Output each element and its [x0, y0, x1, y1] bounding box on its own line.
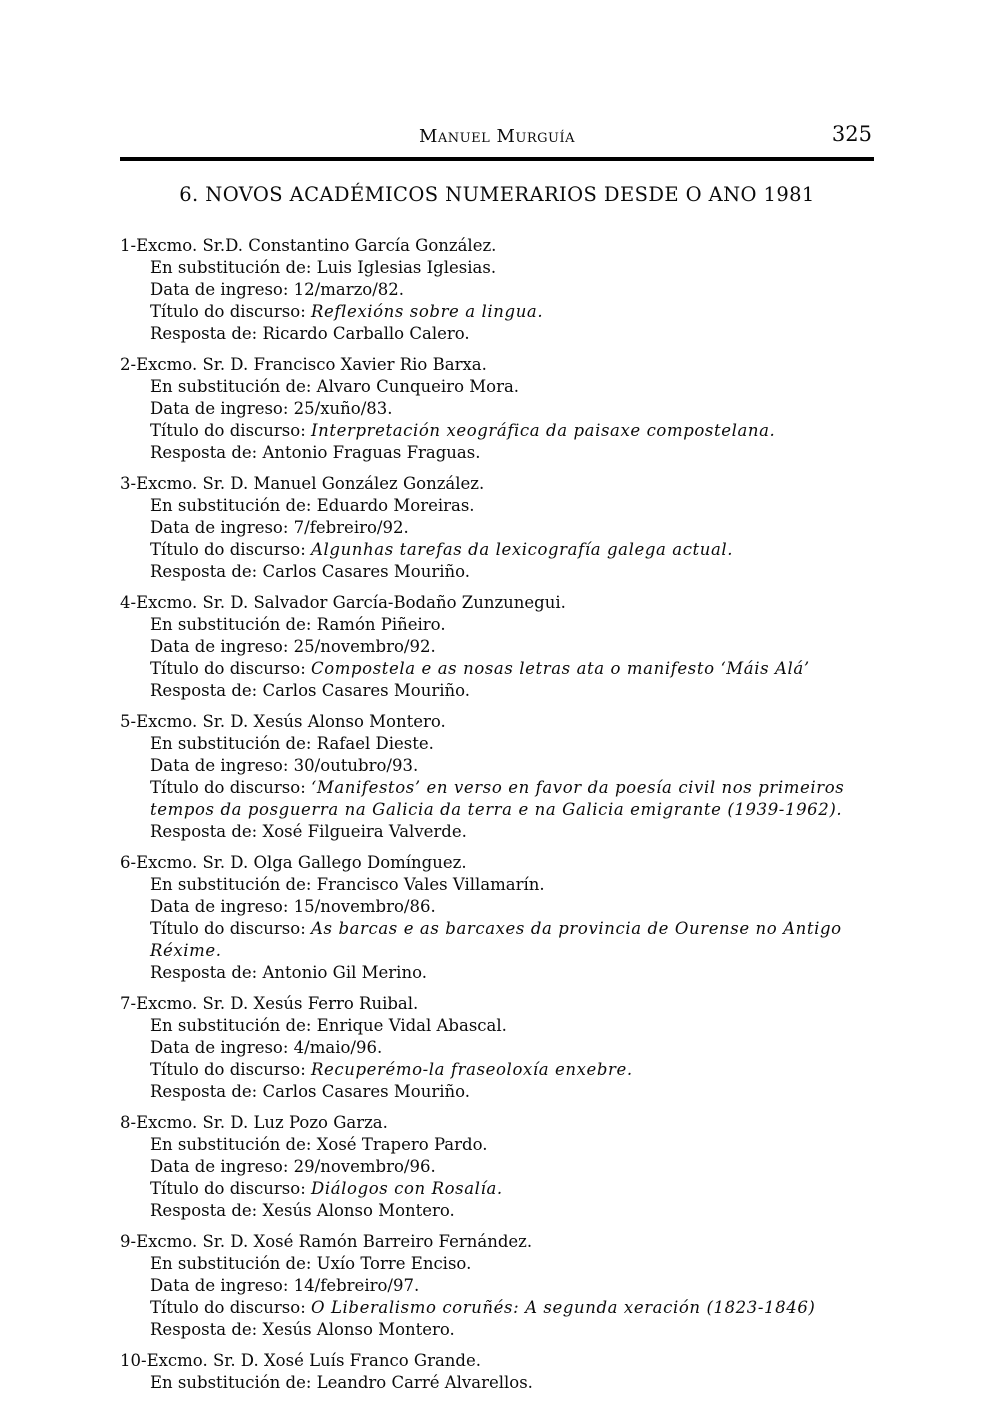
- discourse-label: Título do discurso:: [150, 778, 312, 797]
- entry-discourse-line: [120, 539, 874, 561]
- academic-entry: [120, 235, 874, 345]
- entry-substitution-line: En substitución de: Luis Iglesias Iglesias.: [150, 258, 497, 277]
- academic-entry: [120, 592, 874, 702]
- section-title: 6. NOVOS ACADÉMICOS NUMERARIOS DESDE O ANO 1981: [179, 183, 815, 206]
- entry-ingress-date-line: Data de ingreso: 7/febreiro/92.: [150, 518, 409, 537]
- discourse-title: Recuperémo-la fraseoloxía enxebre.: [311, 1060, 633, 1079]
- page-number: 325: [831, 122, 872, 146]
- discourse-label: Título do discurso:: [150, 1298, 312, 1317]
- discourse-title: ‘Manifestos’ en verso en favor da poesía civil nos primeiros tempos da posguerra na Galicia da terra e na Galicia emigrante (1939-1962).: [150, 778, 845, 819]
- academic-entry: [120, 473, 874, 583]
- entry-discourse-line: [120, 420, 874, 442]
- academic-entry: [120, 993, 874, 1103]
- discourse-label: Título do discurso:: [150, 659, 312, 678]
- discourse-label: Título do discurso:: [150, 302, 312, 321]
- entry-discourse-line: [120, 1059, 874, 1081]
- entry-name-line: 2-Excmo. Sr. D. Francisco Xavier Rio Barxa.: [120, 355, 487, 374]
- entry-ingress-date-line: Data de ingreso: 25/novembro/92.: [150, 637, 436, 656]
- entry-response-line: Resposta de: Ricardo Carballo Calero.: [150, 324, 470, 343]
- entry-response-line: Resposta de: Carlos Casares Mouriño.: [150, 1082, 471, 1101]
- entry-ingress-date-line: Data de ingreso: 25/xuño/83.: [150, 399, 393, 418]
- discourse-label: Título do discurso:: [150, 1179, 312, 1198]
- discourse-title: Reflexións sobre a lingua.: [311, 302, 544, 321]
- entry-substitution-line: En substitución de: Enrique Vidal Abascal.: [150, 1016, 507, 1035]
- entry-discourse-line: [120, 1297, 874, 1319]
- entry-substitution-line: En substitución de: Leandro Carré Alvarellos.: [150, 1373, 533, 1392]
- discourse-title: Compostela e as nosas letras ata o manifesto ‘Máis Alá’: [311, 659, 810, 678]
- entry-response-line: Resposta de: Xesús Alonso Montero.: [150, 1320, 455, 1339]
- academic-entry: [120, 1112, 874, 1222]
- entry-response-line: Resposta de: Xesús Alonso Montero.: [150, 1201, 455, 1220]
- discourse-label: Título do discurso:: [150, 421, 312, 440]
- entry-substitution-line: En substitución de: Alvaro Cunqueiro Mora.: [150, 377, 520, 396]
- entry-substitution-line: En substitución de: Xosé Trapero Pardo.: [150, 1135, 488, 1154]
- header-rule: [120, 157, 874, 161]
- entry-ingress-date-line: Data de ingreso: 14/febreiro/97.: [150, 1276, 420, 1295]
- entry-name-line: 8-Excmo. Sr. D. Luz Pozo Garza.: [120, 1113, 388, 1132]
- academic-entry: [120, 1350, 874, 1394]
- academic-entry: [120, 852, 874, 984]
- academic-entry: [120, 711, 874, 843]
- document-page: [120, 122, 874, 1403]
- entry-name-line: 9-Excmo. Sr. D. Xosé Ramón Barreiro Fernández.: [120, 1232, 533, 1251]
- discourse-title: Algunhas tarefas da lexicografía galega actual.: [311, 540, 734, 559]
- entry-ingress-date-line: Data de ingreso: 15/novembro/86.: [150, 897, 436, 916]
- entry-response-line: Resposta de: Carlos Casares Mouriño.: [150, 562, 471, 581]
- entry-ingress-date-line: Data de ingreso: 12/marzo/82.: [150, 280, 405, 299]
- entry-name-line: 1-Excmo. Sr.D. Constantino García González.: [120, 236, 497, 255]
- entry-substitution-line: En substitución de: Uxío Torre Enciso.: [150, 1254, 472, 1273]
- entry-name-line: 3-Excmo. Sr. D. Manuel González González.: [120, 474, 485, 493]
- entry-name-line: 6-Excmo. Sr. D. Olga Gallego Domínguez.: [120, 853, 467, 872]
- entry-substitution-line: En substitución de: Rafael Dieste.: [150, 734, 434, 753]
- discourse-label: Título do discurso:: [150, 919, 312, 938]
- entries-list: [120, 235, 874, 1394]
- discourse-title: As barcas e as barcaxes da provincia de Ourense no Antigo Réxime.: [150, 919, 842, 960]
- entry-discourse-line: [120, 918, 874, 962]
- entry-discourse-line: [120, 658, 874, 680]
- entry-substitution-line: En substitución de: Francisco Vales Villamarín.: [150, 875, 545, 894]
- discourse-title: Diálogos con Rosalía.: [311, 1179, 503, 1198]
- discourse-label: Título do discurso:: [150, 540, 312, 559]
- entry-name-line: 10-Excmo. Sr. D. Xosé Luís Franco Grande.: [120, 1351, 481, 1370]
- running-head: [120, 122, 874, 152]
- entry-discourse-line: [120, 777, 874, 821]
- discourse-title: Interpretación xeográfica da paisaxe compostelana.: [311, 421, 776, 440]
- entry-name-line: 7-Excmo. Sr. D. Xesús Ferro Ruibal.: [120, 994, 419, 1013]
- entry-name-line: 4-Excmo. Sr. D. Salvador García-Bodaño Zunzunegui.: [120, 593, 566, 612]
- entry-response-line: Resposta de: Antonio Gil Merino.: [150, 963, 427, 982]
- entry-discourse-line: [120, 1178, 874, 1200]
- entry-response-line: Resposta de: Carlos Casares Mouriño.: [150, 681, 471, 700]
- entry-substitution-line: En substitución de: Eduardo Moreiras.: [150, 496, 475, 515]
- academic-entry: [120, 1231, 874, 1341]
- academic-entry: [120, 354, 874, 464]
- entry-ingress-date-line: Data de ingreso: 4/maio/96.: [150, 1038, 383, 1057]
- entry-response-line: Resposta de: Antonio Fraguas Fraguas.: [150, 443, 481, 462]
- entry-substitution-line: En substitución de: Ramón Piñeiro.: [150, 615, 446, 634]
- entry-ingress-date-line: Data de ingreso: 29/novembro/96.: [150, 1157, 436, 1176]
- entry-name-line: 5-Excmo. Sr. D. Xesús Alonso Montero.: [120, 712, 446, 731]
- entry-ingress-date-line: Data de ingreso: 30/outubro/93.: [150, 756, 419, 775]
- entry-discourse-line: [120, 301, 874, 323]
- discourse-title: O Liberalismo coruñés: A segunda xeración (1823-1846): [311, 1298, 816, 1317]
- entry-response-line: Resposta de: Xosé Filgueira Valverde.: [150, 822, 467, 841]
- discourse-label: Título do discurso:: [150, 1060, 312, 1079]
- running-title: Manuel Murguía: [418, 126, 576, 147]
